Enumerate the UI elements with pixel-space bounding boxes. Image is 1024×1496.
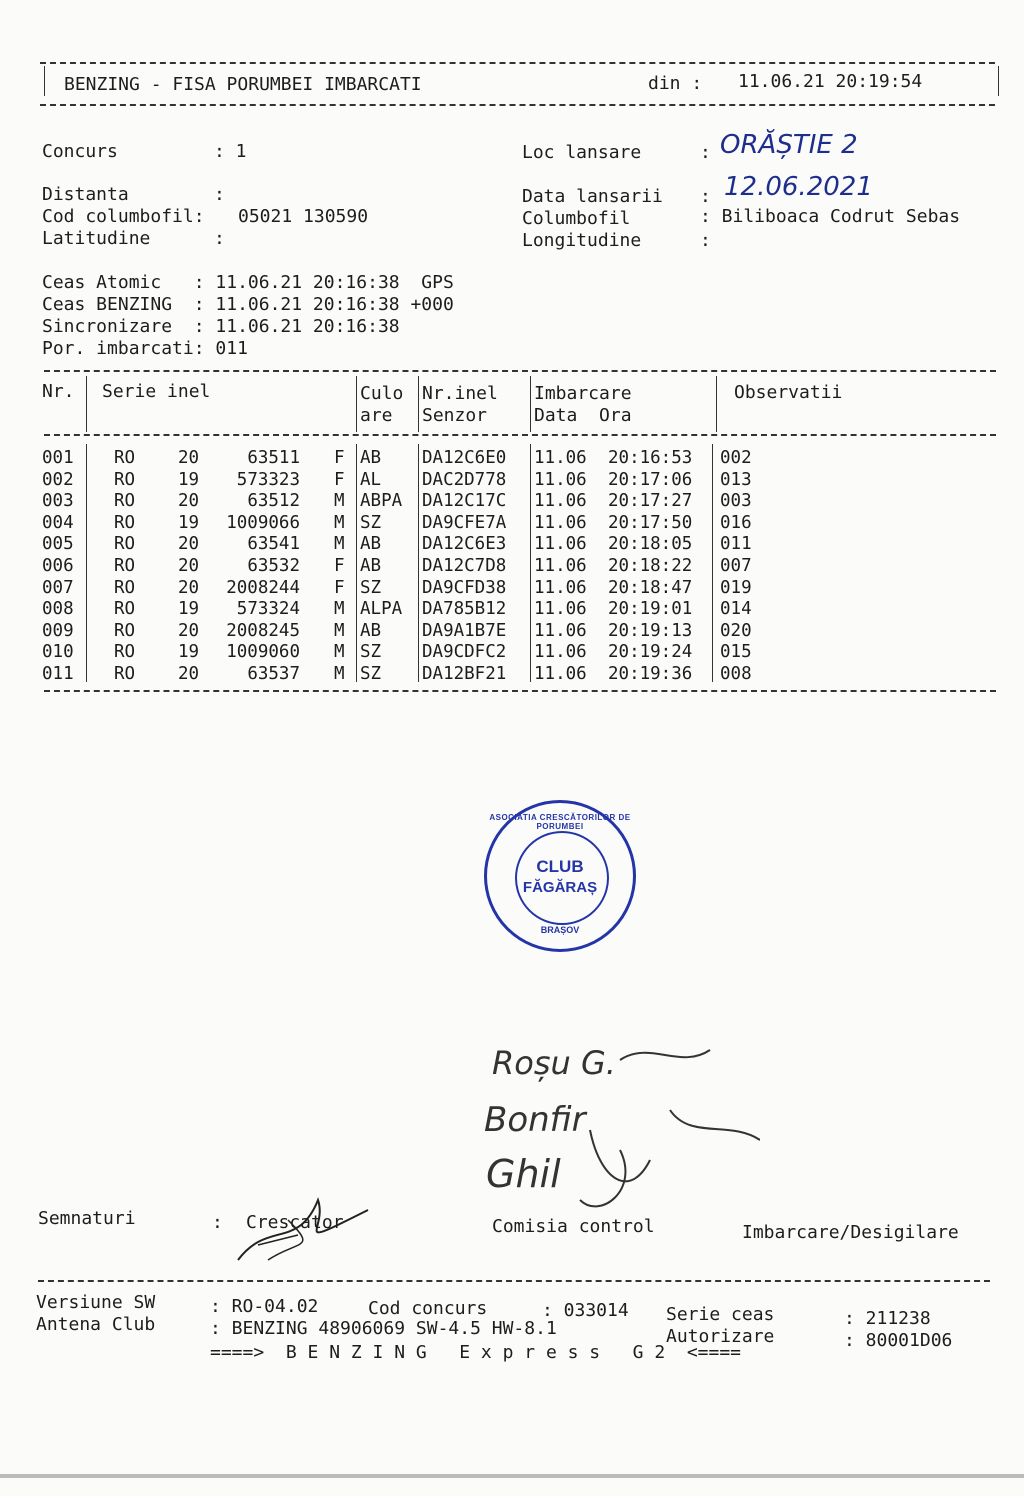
cell-data: 11.06 [534, 642, 587, 663]
cell-obs: 007 [720, 556, 752, 576]
cell-an: 19 [178, 599, 200, 620]
loc-lansare-colon: : [700, 142, 711, 163]
cell-inel: 573323 [236, 469, 300, 490]
cell-inel: 1009060 [226, 642, 300, 663]
cell-obs: 002 [720, 448, 752, 468]
cell-sex: M [334, 599, 345, 620]
cell-cul: AB [360, 556, 382, 576]
cell-ora: 20:19:36 [608, 664, 693, 684]
cell-nr: 008 [42, 599, 74, 620]
cell-data: 11.06 [534, 556, 587, 576]
longitudine-label: Longitudine [522, 230, 642, 251]
columbofil-label: Columbofil [522, 208, 631, 229]
cell-an: 20 [178, 556, 200, 576]
cell-obs: 020 [720, 620, 752, 641]
cell-sex: M [334, 642, 345, 663]
signature-hand-3: Ghil [486, 1152, 561, 1196]
cell-tara: RO [114, 469, 136, 490]
antena-club-value: : BENZING 48906069 SW-4.5 HW-8.1 [210, 1318, 557, 1339]
th-culoare-1: Culo [360, 383, 404, 404]
cell-ora: 20:19:24 [608, 642, 693, 663]
cell-senzor: DA12C6E3 [422, 534, 507, 555]
cell-inel: 1009066 [226, 512, 300, 533]
cell-sex: M [334, 491, 345, 512]
table-row [0, 470, 1000, 491]
cell-cul: ALPA [360, 599, 403, 620]
cell-tara: RO [114, 512, 136, 533]
serie-ceas-label: Serie ceas [666, 1304, 775, 1325]
cell-ora: 20:16:53 [608, 448, 693, 468]
th-nr: Nr. [42, 381, 75, 402]
th-bar-imb [530, 376, 531, 432]
cell-an: 20 [178, 577, 200, 598]
columbofil-value: : Biliboaca Codrut Sebas [700, 206, 961, 227]
cell-sex: F [334, 448, 345, 468]
table-row [0, 534, 1000, 555]
distanta-colon: : [214, 184, 225, 205]
porumbei-imbarcati: Por. imbarcati: 011 [42, 338, 248, 359]
cell-cul: AB [360, 534, 382, 555]
cell-obs: 008 [720, 664, 752, 684]
th-bar-nr [86, 376, 87, 432]
cell-data: 11.06 [534, 534, 587, 555]
cell-cul: AL [360, 469, 382, 490]
cell-nr: 004 [42, 512, 74, 533]
th-imbarcare-2: Data Ora [534, 405, 632, 426]
cell-nr: 002 [42, 469, 74, 490]
autorizare-label: Autorizare [666, 1326, 775, 1347]
cell-senzor: DA12C6E0 [422, 448, 507, 468]
cell-obs: 015 [720, 642, 752, 663]
footer-separator [38, 1280, 990, 1282]
cell-cul: SZ [360, 642, 382, 663]
th-bar-nrinel [418, 376, 419, 432]
antena-club-label: Antena Club [36, 1314, 156, 1335]
cell-nr: 010 [42, 642, 74, 663]
cell-inel: 573324 [236, 599, 300, 620]
cell-nr: 011 [42, 664, 74, 684]
concurs-label: Concurs [42, 141, 118, 162]
cell-cul: AB [360, 620, 382, 641]
cell-inel: 63532 [247, 556, 300, 576]
cell-an: 20 [178, 448, 200, 468]
cell-ora: 20:18:22 [608, 556, 693, 576]
table-row [0, 578, 1000, 599]
cell-tara: RO [114, 534, 136, 555]
cell-tara: RO [114, 491, 136, 512]
cell-an: 20 [178, 620, 200, 641]
cell-cul: AB [360, 448, 382, 468]
table-row [0, 556, 1000, 577]
cell-senzor: DA9CDFC2 [422, 642, 507, 663]
crescator-signature [228, 1190, 378, 1270]
cod-columbofil-value: 05021 130590 [238, 206, 369, 227]
th-bar-obs [716, 376, 717, 432]
semnaturi-label: Semnaturi [38, 1208, 136, 1229]
th-bar-culo [356, 376, 357, 432]
cod-columbofil-label: Cod columbofil: [42, 206, 205, 227]
cell-sex: M [334, 512, 345, 533]
cell-tara: RO [114, 599, 136, 620]
cell-senzor: DA9CFE7A [422, 512, 507, 533]
autorizare-value: : 80001D06 [844, 1330, 953, 1351]
cod-concurs-value: : 033014 [542, 1300, 629, 1321]
cell-tara: RO [114, 642, 136, 663]
cell-data: 11.06 [534, 620, 587, 641]
cell-obs: 013 [720, 469, 752, 490]
table-header-separator [44, 434, 996, 436]
club-stamp [484, 800, 636, 952]
cell-ora: 20:18:05 [608, 534, 693, 555]
table-row [0, 599, 1000, 620]
cell-an: 20 [178, 664, 200, 684]
cell-inel: 2008245 [226, 620, 300, 641]
cell-tara: RO [114, 620, 136, 641]
imbarcare-desigilare-label: Imbarcare/Desigilare [742, 1222, 959, 1243]
page-bottom-edge [0, 1474, 1024, 1478]
latitudine-colon: : [214, 228, 225, 249]
ceas-atomic: Ceas Atomic : 11.06.21 20:16:38 GPS [42, 272, 454, 293]
cell-obs: 014 [720, 599, 752, 620]
cell-data: 11.06 [534, 664, 587, 684]
table-top-border [44, 370, 996, 372]
cell-sex: M [334, 664, 345, 684]
cell-data: 11.06 [534, 512, 587, 533]
versiune-sw-value: : RO-04.02 [210, 1296, 319, 1317]
header-title: BENZING - FISA PORUMBEI IMBARCATI [64, 74, 422, 95]
data-lansarii-handwritten: 12.06.2021 [724, 172, 873, 202]
cell-nr: 006 [42, 556, 74, 576]
cell-inel: 2008244 [226, 577, 300, 598]
cell-senzor: DA12C7D8 [422, 556, 507, 576]
longitudine-colon: : [700, 230, 711, 251]
signature-scribbles [560, 1030, 760, 1230]
comisia-control-label: Comisia control [492, 1216, 655, 1237]
stamp-inner-ring [515, 831, 609, 925]
cell-ora: 20:18:47 [608, 577, 693, 598]
cell-sex: F [334, 469, 345, 490]
stamp-bottom: BRAȘOV [540, 925, 580, 935]
cod-concurs-label: Cod concurs [368, 1298, 488, 1319]
cell-senzor: DA785B12 [422, 599, 507, 620]
data-lansarii-colon: : [700, 186, 711, 207]
benzing-express-banner: ====> B E N Z I N G E x p r e s s G 2 <==== [210, 1342, 742, 1363]
cell-cul: ABPA [360, 491, 403, 512]
cell-sex: F [334, 556, 345, 576]
signature-hand-1: Roșu G. [492, 1044, 616, 1082]
cell-obs: 019 [720, 577, 752, 598]
crescator-label: Crescator [246, 1212, 344, 1233]
table-row [0, 491, 1000, 512]
cell-senzor: DA9CFD38 [422, 577, 507, 598]
cell-cul: SZ [360, 664, 382, 684]
table-row [0, 621, 1000, 642]
cell-tara: RO [114, 664, 136, 684]
cell-inel: 63511 [247, 448, 300, 468]
cell-nr: 005 [42, 534, 74, 555]
cell-senzor: DAC2D778 [422, 469, 507, 490]
cell-obs: 011 [720, 534, 752, 555]
header-din-label: din : [648, 73, 703, 94]
cell-senzor: DA12BF21 [422, 664, 507, 684]
signature-hand-2: Bonfir [484, 1100, 586, 1140]
serie-ceas-value: : 211238 [844, 1308, 931, 1329]
cell-obs: 016 [720, 512, 752, 533]
cell-ora: 20:17:50 [608, 512, 693, 533]
cell-an: 19 [178, 469, 200, 490]
th-imbarcare-1: Imbarcare [534, 383, 632, 404]
concurs-value: : 1 [214, 141, 247, 162]
cell-senzor: DA12C17C [422, 491, 507, 512]
cell-nr: 009 [42, 620, 74, 641]
cell-an: 19 [178, 512, 200, 533]
cell-inel: 63537 [247, 664, 300, 684]
latitudine-label: Latitudine [42, 228, 151, 249]
loc-lansare-label: Loc lansare [522, 142, 642, 163]
cell-ora: 20:17:06 [608, 469, 693, 490]
header-top-border [40, 62, 995, 64]
cell-data: 11.06 [534, 577, 587, 598]
cell-nr: 001 [42, 448, 74, 468]
cell-tara: RO [114, 577, 136, 598]
distanta-label: Distanta [42, 184, 129, 205]
cell-nr: 003 [42, 491, 74, 512]
cell-cul: SZ [360, 577, 382, 598]
table-bottom-border [44, 690, 996, 692]
cell-inel: 63541 [247, 534, 300, 555]
th-nrinel-1: Nr.inel [422, 383, 498, 404]
cell-tara: RO [114, 448, 136, 468]
ceas-benzing: Ceas BENZING : 11.06.21 20:16:38 +000 [42, 294, 454, 315]
table-row [0, 642, 1000, 663]
semnaturi-colon: : [212, 1212, 223, 1233]
cell-nr: 007 [42, 577, 74, 598]
cell-data: 11.06 [534, 448, 587, 468]
cell-ora: 20:19:01 [608, 599, 693, 620]
header-bottom-border [40, 104, 995, 106]
cell-an: 19 [178, 642, 200, 663]
header-right-bar [998, 66, 999, 96]
stamp-club: CLUB [536, 857, 584, 876]
loc-lansare-handwritten: ORĂȘTIE 2 [720, 130, 858, 160]
data-lansarii-label: Data lansarii [522, 186, 663, 207]
th-culoare-2: are [360, 405, 393, 426]
stamp-city: FĂGĂRAȘ [522, 879, 598, 896]
cell-an: 20 [178, 534, 200, 555]
table-row [0, 664, 1000, 685]
cell-obs: 003 [720, 491, 752, 512]
th-observatii: Observatii [734, 382, 843, 403]
th-serie-inel: Serie inel [102, 381, 211, 402]
header-datetime: 11.06.21 20:19:54 [738, 71, 923, 92]
stamp-ring-text: ASOCIATIA CRESCĂTORILOR DE PORUMBEI [489, 813, 631, 831]
table-row [0, 513, 1000, 534]
cell-data: 11.06 [534, 599, 587, 620]
cell-tara: RO [114, 556, 136, 576]
cell-senzor: DA9A1B7E [422, 620, 507, 641]
cell-data: 11.06 [534, 491, 587, 512]
cell-sex: F [334, 577, 345, 598]
cell-sex: M [334, 534, 345, 555]
header-left-bar [44, 66, 45, 96]
th-nrinel-2: Senzor [422, 405, 488, 426]
cell-cul: SZ [360, 512, 382, 533]
table-row [0, 448, 1000, 469]
cell-ora: 20:17:27 [608, 491, 693, 512]
cell-sex: M [334, 620, 345, 641]
sincronizare: Sincronizare : 11.06.21 20:16:38 [42, 316, 400, 337]
cell-data: 11.06 [534, 469, 587, 490]
cell-inel: 63512 [247, 491, 300, 512]
cell-ora: 20:19:13 [608, 620, 693, 641]
versiune-sw-label: Versiune SW [36, 1292, 156, 1313]
cell-an: 20 [178, 491, 200, 512]
